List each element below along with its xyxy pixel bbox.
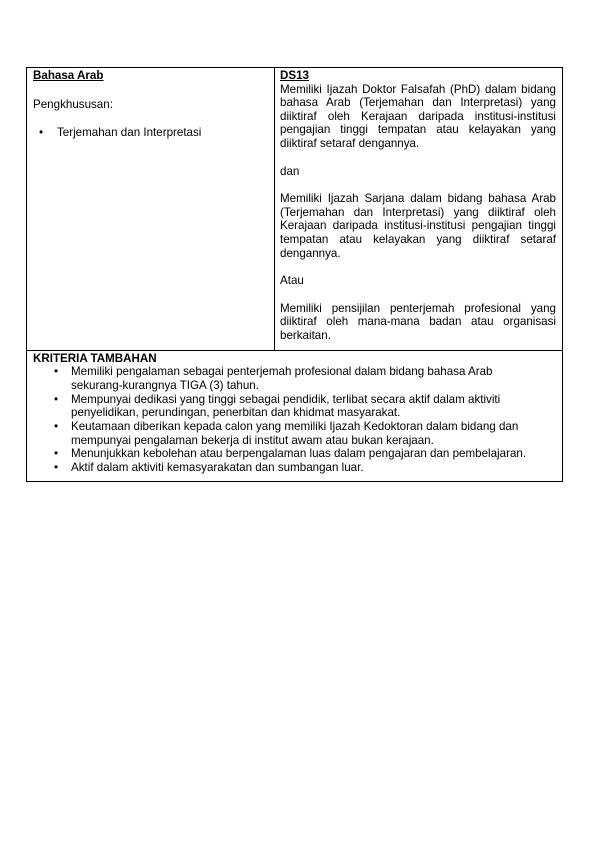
- scheme-code: DS13: [280, 69, 310, 82]
- criteria-item: • Memiliki pengalaman sebagai penterjemah profesional dalam bidang bahasa Arab sekurang-kurangnya TIGA (3) tahun.: [54, 365, 493, 392]
- criteria-item: • Keutamaan diberikan kepada calon yang memiliki Ijazah Kedoktoran dalam bidang dan mempunyai pengalaman bekerja di institut awam atau bukan kerajaan.: [54, 420, 519, 447]
- qualification-paragraph-2: Memiliki Ijazah Sarjana dalam bidang bahasa Arab (Terjemahan dan Interpretasi) yang diiktiraf oleh Kerajaan daripada institusi-institusi pengajian tinggi tempatan atau kelayakan yang diiktiraf setaraf dengannya.: [280, 192, 556, 260]
- bullet-icon: •: [54, 392, 59, 406]
- criteria-list: [33, 365, 556, 475]
- specialization-label: Pengkhususan:: [33, 98, 113, 111]
- qualification-paragraph-3: Memiliki pensijilan penterjemah profesional yang diiktiraf oleh mana-mana badan atau organisasi berkaitan.: [280, 301, 556, 342]
- bullet-icon: •: [54, 461, 59, 475]
- specialization-item: [33, 126, 268, 140]
- field-cell: [27, 68, 275, 351]
- bullet-icon: •: [54, 420, 59, 434]
- specialization-text: Terjemahan dan Interpretasi: [57, 126, 202, 139]
- requirements-row: [27, 68, 563, 351]
- connector-or: Atau: [280, 274, 304, 288]
- field-heading: Bahasa Arab: [33, 69, 104, 82]
- requirements-table: [26, 67, 563, 482]
- criteria-title: KRITERIA TAMBAHAN: [33, 351, 157, 365]
- criteria-item: • Mempunyai dedikasi yang tinggi sebagai pendidik, terlibat secara aktif dalam aktiviti penyelidikan, perundingan, penerbitan dan khidmat masyarakat.: [54, 392, 501, 420]
- criteria-item: • Aktif dalam aktiviti kemasyarakatan dan sumbangan luar.: [54, 461, 364, 475]
- criteria-item: • Menunjukkan kebolehan atau berpengalaman luas dalam pengajaran dan pembelajaran.: [54, 447, 527, 461]
- criteria-row: [27, 350, 563, 481]
- bullet-icon: •: [54, 447, 59, 461]
- bullet-icon: •: [39, 126, 44, 139]
- bullet-icon: •: [54, 365, 59, 379]
- qualification-paragraph-1: Memiliki Ijazah Doktor Falsafah (PhD) dalam bidang bahasa Arab (Terjemahan dan Interpretasi) yang diiktiraf oleh Kerajaan daripada institusi-institusi pengajian tinggi tempatan atau kelayakan yang diiktiraf setaraf dengannya.: [280, 82, 556, 150]
- criteria-cell: [27, 350, 563, 481]
- connector-and: dan: [280, 164, 300, 178]
- qualification-cell: [275, 68, 563, 351]
